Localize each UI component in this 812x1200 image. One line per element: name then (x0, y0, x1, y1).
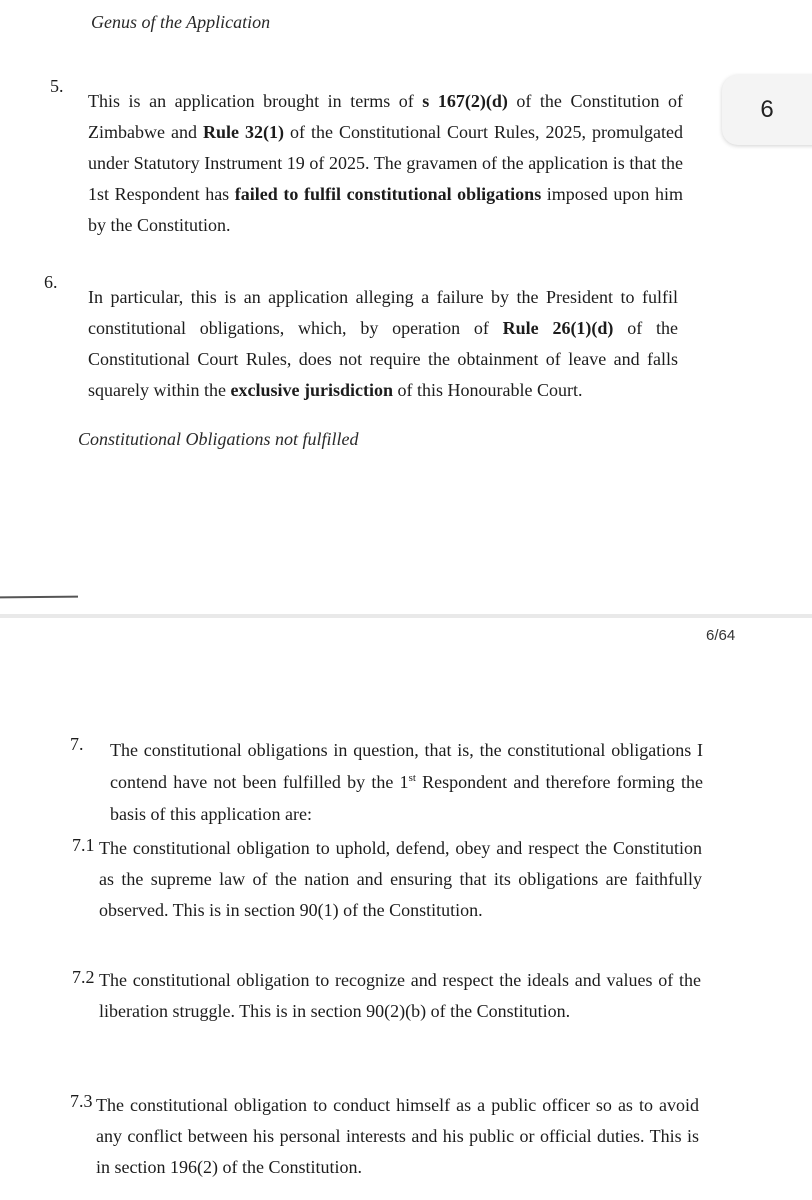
page-counter: 6/64 (706, 627, 736, 644)
paragraph-number-6: 6. (44, 272, 58, 292)
paragraph-number-5: 5. (50, 76, 64, 96)
paragraph-6: In particular, this is an application alleging a failure by the President to fulfil constitutional obligations, which, by operation of Rule 26(1)(d) of the Constitutional Court Rules, does not require the obtainment of leave and falls squarely within the exclusive jurisdiction of this Honourable Court. (88, 287, 678, 400)
section-heading-genus: Genus of the Application (91, 12, 271, 32)
subparagraph-7-3: The constitutional obligation to conduct himself as a public officer so as to avoid any conflict between his personal interests and his public or official duties. This is in section 196(2) of the Constitution. (96, 1095, 699, 1177)
bold-emphasis: failed to fulfil constitutional obligations (234, 184, 542, 204)
bold-citation: Rule 32(1) (202, 122, 284, 142)
paragraph-7: The constitutional obligations in question, that is, the constitutional obligations I contend have not been fulfilled by the 1st Respondent and therefore forming the basis of this application are: (110, 740, 703, 824)
subparagraph-number-7-2: 7.2 (72, 967, 95, 987)
subparagraph-7-2: The constitutional obligation to recognize and respect the ideals and values of the liberation struggle. This is in section 90(2)(b) of the Constitution. (99, 970, 701, 1021)
subparagraph-number-7-1: 7.1 (72, 835, 95, 855)
bold-citation: s 167(2)(d) (422, 91, 508, 111)
bold-emphasis: exclusive jurisdiction (230, 380, 393, 400)
paragraph-number-7: 7. (70, 734, 84, 754)
subparagraph-number-7-3: 7.3 (70, 1091, 93, 1111)
bold-citation: Rule 26(1)(d) (502, 318, 614, 338)
section-heading-obligations: Constitutional Obligations not fulfilled (78, 429, 359, 449)
paragraph-5: This is an application brought in terms of s 167(2)(d) of the Constitution of Zimbabwe and Rule 32(1) of the Constitutional Court Rules, 2025, promulgated under Statutory Instrument 19 of 2025. The gravamen of the application is that the 1st Respondent has failed to fulfil constitutional obligations imposed upon him by the Constitution. (88, 91, 684, 235)
subparagraph-7-1: The constitutional obligation to uphold, defend, obey and respect the Constitution as the supreme law of the nation and ensuring that its obligations are faithfully observed. This is in section 90(1) of the Constitution. (99, 838, 702, 920)
page-number-badge[interactable]: 6 (722, 75, 812, 145)
